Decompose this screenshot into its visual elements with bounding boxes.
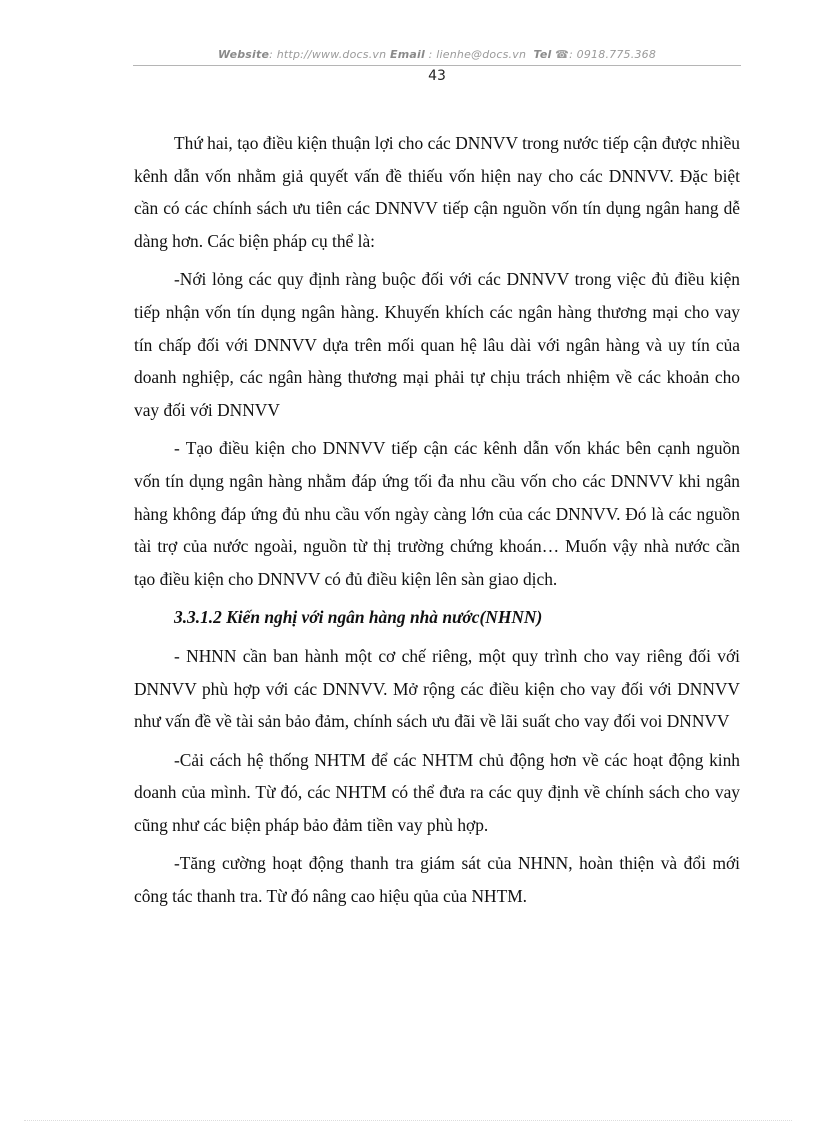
paragraph-4: - NHNN cần ban hành một cơ chế riêng, một quy trình cho vay riêng đối với DNNVV phù hợp với các DNNVV. Mở rộng các điều kiện cho vay đối với DNNVV như vấn đề về tài sản bảo đảm, chính sách ưu đãi về lãi suất cho vay đối voi DNNVV (134, 645, 740, 732)
website-value: : http://www.docs.vn (269, 48, 387, 61)
tel-value: : 0918.775.368 (569, 48, 657, 61)
paragraph-6: -Tăng cường hoạt động thanh tra giám sát của NHNN, hoàn thiện và đổi mới công tác thanh tra. Từ đó nâng cao hiệu qủa của NHTM. (134, 853, 740, 907)
paragraph-3: - Tạo điều kiện cho DNNVV tiếp cận các kênh dẫn vốn khác bên cạnh nguồn vốn tín dụng ngân hàng nhằm đáp ứng tối đa nhu cầu vốn cho các DNNVV khi ngân hàng không đáp ứng đủ nhu cầu vốn ngày càng lớn của các DNNVV. Đó là các nguồn tài trợ của nước ngoài, nguồn từ thị trường chứng khoán… Muốn vậy nhà nước cần tạo điều kiện cho DNNVV có đủ điều kiện lên sàn giao dịch. (134, 438, 740, 589)
section-heading: 3.3.1.2 Kiến nghị với ngân hàng nhà nước(NHNN) (174, 607, 543, 628)
document-body (134, 127, 740, 919)
paragraph-2: -Nới lỏng các quy định ràng buộc đối với các DNNVV trong việc đủ điều kiện tiếp nhận vốn tín dụng ngân hàng. Khuyến khích các ngân hàng thương mại cho vay tín chấp đối với DNNVV dựa trên mối quan hệ lâu dài với ngân hàng và uy tín của doanh nghiệp, các ngân hàng thương mại phải tự chịu trách nhiệm về các khoản cho vay đối với DNNVV (134, 269, 740, 420)
tel-label: Tel (533, 48, 552, 61)
paragraph-1: Thứ hai, tạo điều kiện thuận lợi cho các DNNVV trong nước tiếp cận được nhiều kênh dẫn vốn nhằm giả quyết vấn đề thiếu vốn hiện nay cho các DNNVV. Đặc biệt cần có các chính sách ưu tiên các DNNVV tiếp cận nguồn vốn tín dụng ngân hang dễ dàng hơn. Các biện pháp cụ thể là: (134, 133, 740, 251)
email-label: Email (390, 48, 425, 61)
page-header (133, 48, 741, 61)
page-number: 43 (428, 68, 446, 84)
paragraph-5: -Cải cách hệ thống NHTM để các NHTM chủ động hơn về các hoạt động kinh doanh của mình. Từ đó, các NHTM có thể đưa ra các quy định về chính sách cho vay cũng như các biện pháp bảo đảm tiền vay phù hợp. (134, 749, 740, 835)
footer-divider (24, 1120, 792, 1121)
header-divider (133, 65, 741, 66)
website-label: Website (217, 48, 270, 61)
email-value: : lienhe@docs.vn (428, 48, 527, 61)
phone-icon: ☎ (555, 48, 570, 61)
